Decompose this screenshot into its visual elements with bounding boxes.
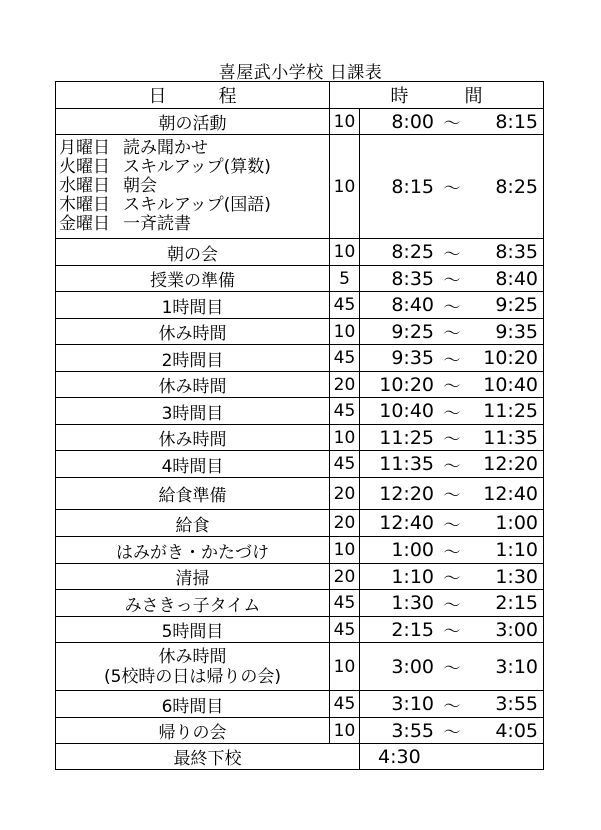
time-range-wrap [364,266,543,291]
duration-minutes: 10 [330,425,360,451]
duration-minutes: 5 [330,266,360,292]
end-time: 3:55 [495,693,538,715]
end-time: 11:25 [483,400,538,422]
time-range-wrap [364,452,543,477]
end-time: 11:35 [483,426,538,449]
duration-minutes: 45 [330,451,360,478]
time-range [360,135,544,239]
time-range-wrap [364,399,543,424]
tilde: 〜 [443,542,461,563]
duration-minutes: 10 [330,718,360,744]
time-range [360,537,544,564]
weekday-activity: 一斉読書 [123,214,191,234]
tilde: 〜 [443,659,461,679]
schedule-row [56,372,544,398]
time-range-wrap [364,617,543,642]
end-time: 8:40 [495,267,538,290]
schedule-item [56,345,330,372]
schedule-item [56,398,330,425]
schedule-item-label: 5時間目 [161,622,224,642]
end-time: 1:00 [495,512,538,534]
schedule-row [56,590,544,617]
time-range-wrap [364,240,543,265]
schedule-row [56,643,544,691]
schedule-item [56,691,330,718]
end-time: 8:25 [495,175,538,198]
schedule-row [56,109,544,135]
end-time: 10:40 [483,373,538,396]
start-time: 12:20 [379,482,434,505]
start-time: 3:10 [391,693,434,715]
time-range-wrap [364,692,543,717]
time-range-wrap [364,511,543,536]
duration-minutes: 45 [330,617,360,643]
schedule-item-label: 休み時間 [158,430,227,450]
weekday-label: 火曜日 [59,157,110,177]
schedule-row [56,478,544,510]
time-range [360,425,544,451]
schedule-row [56,425,544,451]
time-range-wrap [364,564,543,589]
weekly-line [59,158,326,177]
start-time: 8:00 [391,110,434,133]
weekly-line [59,215,326,234]
time-range [360,617,544,643]
schedule-row [56,135,544,239]
time-range [360,239,544,266]
weekly-line [59,196,326,215]
weekday-activity: 読み聞かせ [123,138,208,158]
tilde: 〜 [443,486,461,506]
end-time: 12:20 [483,453,538,475]
weekly-line [59,139,326,158]
tilde: 〜 [443,430,461,450]
weekday-activity: 朝会 [123,176,157,196]
time-range [360,345,544,372]
weekday-label: 木曜日 [59,195,110,215]
time-range [360,319,544,345]
time-range-wrap [364,481,543,506]
weekday-activity: スキルアップ(国語) [123,195,271,215]
time-range [360,564,544,590]
weekday-label: 金曜日 [59,214,110,234]
time-header: 時間 [330,82,544,109]
time-range-wrap [364,425,543,450]
time-range [360,372,544,398]
weekday-label: 月曜日 [59,138,110,158]
start-time: 8:25 [391,241,434,263]
schedule-item-label: 3時間目 [161,403,224,424]
tilde: 〜 [443,244,461,265]
duration-minutes: 10 [330,537,360,564]
tilde: 〜 [443,723,461,743]
end-time: 4:05 [495,719,538,742]
time-range [360,643,544,691]
duration-minutes: 10 [330,239,360,266]
schedule-item-label: 6時間目 [161,696,224,717]
end-time: 8:15 [495,110,538,133]
time-range-wrap [364,319,543,344]
end-time: 1:30 [495,565,538,588]
schedule-item-label: 4時間目 [161,456,224,477]
schedule-row [56,691,544,718]
duration-minutes: 45 [330,590,360,617]
schedule-row [56,292,544,319]
schedule-item [56,510,330,537]
tilde: 〜 [443,271,461,291]
schedule-row [56,718,544,744]
start-time: 9:25 [391,320,434,343]
schedule-item [56,617,330,643]
schedule-table [55,81,544,770]
final-row [56,744,544,770]
duration-minutes: 20 [330,564,360,590]
end-time: 3:00 [495,618,538,641]
tilde: 〜 [443,297,461,318]
start-time: 3:55 [391,719,434,742]
final-dismissal-time: 4:30 [360,744,544,770]
end-time: 8:35 [495,241,538,263]
final-dismissal-label: 最終下校 [56,744,360,770]
start-time: 11:25 [379,426,434,449]
time-range-wrap [364,174,543,199]
schedule-item-label: 休み時間 [158,324,227,344]
end-time: 9:35 [495,320,538,343]
duration-minutes: 20 [330,478,360,510]
time-range [360,451,544,478]
start-time: 10:20 [379,373,434,396]
schedule-row [56,510,544,537]
duration-minutes: 45 [330,398,360,425]
schedule-item [56,478,330,510]
schedule-row [56,345,544,372]
tilde: 〜 [443,350,461,371]
schedule-item [56,537,330,564]
weekly-activities-cell [56,135,330,239]
tilde: 〜 [443,595,461,616]
end-time: 9:25 [495,294,538,316]
header-row [56,82,544,109]
start-time: 9:35 [391,347,434,369]
end-time: 12:40 [483,482,538,505]
schedule-item-label: 休み時間 [158,377,227,397]
schedule-item-label: 朝の会 [167,244,218,265]
schedule-item [56,372,330,398]
time-range [360,590,544,617]
tilde: 〜 [443,622,461,642]
time-range-wrap [364,654,543,679]
time-range [360,266,544,292]
schedule-row [56,266,544,292]
duration-minutes: 10 [330,135,360,239]
duration-minutes: 45 [330,691,360,718]
tilde: 〜 [443,456,461,477]
tilde: 〜 [443,569,461,589]
tilde: 〜 [443,696,461,717]
tilde: 〜 [443,515,461,536]
schedule-item [56,564,330,590]
schedule-item [56,239,330,266]
schedule-item [56,718,330,744]
time-range [360,109,544,135]
schedule-item-label: 休み時間 [158,646,227,667]
end-time: 10:20 [483,347,538,369]
schedule-item [56,425,330,451]
tilde: 〜 [443,324,461,344]
time-range [360,718,544,744]
start-time: 8:15 [391,175,434,198]
tilde: 〜 [443,377,461,397]
tilde: 〜 [443,179,461,199]
start-time: 2:15 [391,618,434,641]
duration-minutes: 45 [330,292,360,319]
time-range-wrap [364,372,543,397]
duration-minutes: 10 [330,319,360,345]
tilde: 〜 [443,114,461,134]
duration-minutes: 10 [330,643,360,691]
time-range-wrap [364,591,543,616]
schedule-item-label: 給食 [175,515,210,536]
schedule-row [56,451,544,478]
time-range-wrap [364,109,543,134]
schedule-item-label: 給食準備 [158,486,227,506]
time-range-wrap [364,718,543,743]
weekday-label: 水曜日 [59,176,110,196]
time-range-wrap [364,538,543,563]
schedule-item [56,590,330,617]
start-time: 12:40 [379,512,434,534]
schedule-item-label: 2時間目 [161,350,224,371]
schedule-item [56,109,330,135]
start-time: 8:35 [391,267,434,290]
schedule-row [56,537,544,564]
time-range [360,691,544,718]
end-time: 3:10 [495,655,538,678]
schedule-item [56,266,330,292]
time-range [360,510,544,537]
duration-minutes: 20 [330,372,360,398]
schedule-item [56,292,330,319]
page-title: 喜屋武小学校 日課表 [218,63,383,83]
end-time: 1:10 [495,539,538,561]
weekday-activity: スキルアップ(算数) [123,157,271,177]
start-time: 1:00 [391,539,434,561]
schedule-item-label: 朝の活動 [158,114,227,134]
duration-minutes: 45 [330,345,360,372]
schedule-item [56,643,330,691]
schedule-row [56,617,544,643]
start-time: 1:30 [391,592,434,614]
start-time: 1:10 [391,565,434,588]
end-time: 2:15 [495,592,538,614]
schedule-item-label: 1時間目 [161,297,224,318]
weekly-line [59,177,326,196]
tilde: 〜 [443,403,461,424]
schedule-item-label: はみがき・かたづけ [116,542,269,563]
schedule-item-label: 清掃 [175,569,210,589]
schedule-item [56,451,330,478]
time-range [360,478,544,510]
schedule-row [56,398,544,425]
schedule-row [56,239,544,266]
duration-minutes: 20 [330,510,360,537]
schedule-header: 日程 [56,82,330,109]
schedule-item-note: (5校時の日は帰りの会) [103,666,282,687]
duration-minutes: 10 [330,109,360,135]
time-range-wrap [364,293,543,318]
start-time: 8:40 [391,294,434,316]
start-time: 3:00 [391,655,434,678]
schedule-row [56,319,544,345]
start-time: 10:40 [379,400,434,422]
time-range-wrap [364,346,543,371]
start-time: 11:35 [379,453,434,475]
schedule-row [56,564,544,590]
schedule-item-label: 帰りの会 [158,723,227,743]
schedule-item-label: 授業の準備 [150,271,235,291]
schedule-item-label: みさきっ子タイム [124,595,261,616]
time-range [360,398,544,425]
schedule-item [56,319,330,345]
time-range [360,292,544,319]
